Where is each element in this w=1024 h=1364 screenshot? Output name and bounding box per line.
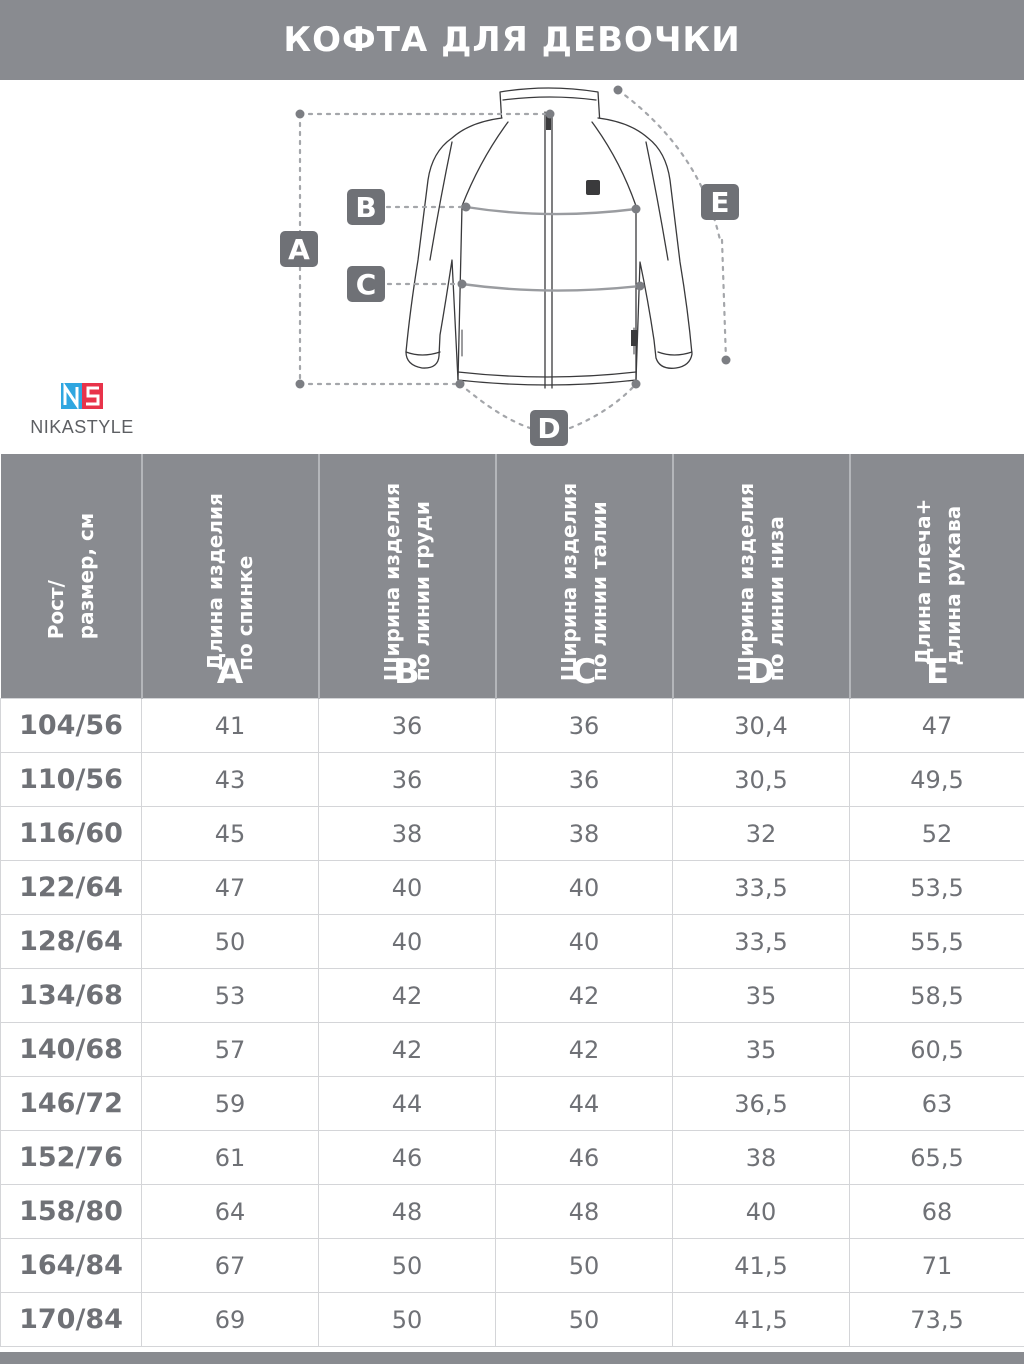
value-cell: 68 — [850, 1185, 1024, 1239]
value-cell: 36 — [496, 753, 673, 807]
brand-logo — [26, 381, 146, 441]
value-cell: 40 — [496, 915, 673, 969]
value-cell: 50 — [496, 1293, 673, 1347]
value-cell: 44 — [319, 1077, 496, 1131]
table-row — [1, 1185, 1024, 1239]
value-cell: 30,4 — [673, 699, 850, 753]
header-b-label: Ширина изделия по линии груди — [380, 482, 434, 682]
brand-name: NIKASTYLE — [30, 417, 134, 437]
value-cell: 69 — [142, 1293, 319, 1347]
marker-a-label: A — [288, 233, 310, 266]
value-cell: 50 — [142, 915, 319, 969]
value-cell: 47 — [850, 699, 1024, 753]
garment-diagram — [0, 80, 1024, 452]
value-cell: 40 — [319, 915, 496, 969]
table-row — [1, 915, 1024, 969]
value-cell: 38 — [496, 807, 673, 861]
header-b-letter: B — [394, 652, 420, 692]
value-cell: 38 — [319, 807, 496, 861]
value-cell: 73,5 — [850, 1293, 1024, 1347]
marker-e-label: E — [710, 186, 730, 219]
header-a-label: Длина изделия по спинке — [203, 493, 257, 671]
marker-b-label: B — [355, 191, 377, 224]
value-cell: 59 — [142, 1077, 319, 1131]
value-cell: 36 — [496, 699, 673, 753]
value-cell: 46 — [319, 1131, 496, 1185]
header-size-label: Рост/ размер, см — [43, 512, 98, 640]
header-d — [673, 454, 850, 699]
table-row — [1, 1023, 1024, 1077]
bottom-bar — [0, 1352, 1024, 1364]
value-cell: 47 — [142, 861, 319, 915]
marker-d-label: D — [537, 412, 561, 445]
value-cell: 32 — [673, 807, 850, 861]
value-cell: 33,5 — [673, 915, 850, 969]
value-cell: 58,5 — [850, 969, 1024, 1023]
value-cell: 55,5 — [850, 915, 1024, 969]
size-cell: 146/72 — [1, 1077, 142, 1131]
size-cell: 152/76 — [1, 1131, 142, 1185]
header-d-letter: D — [746, 652, 776, 692]
value-cell: 64 — [142, 1185, 319, 1239]
marker-c — [347, 266, 385, 302]
value-cell: 41,5 — [673, 1239, 850, 1293]
value-cell: 40 — [319, 861, 496, 915]
value-cell: 33,5 — [673, 861, 850, 915]
value-cell: 35 — [673, 1023, 850, 1077]
size-cell: 122/64 — [1, 861, 142, 915]
value-cell: 49,5 — [850, 753, 1024, 807]
value-cell: 42 — [319, 969, 496, 1023]
value-cell: 53 — [142, 969, 319, 1023]
value-cell: 46 — [496, 1131, 673, 1185]
value-cell: 65,5 — [850, 1131, 1024, 1185]
header-c-label: Ширина изделия по линии талии — [557, 482, 611, 682]
header-a — [142, 454, 319, 699]
size-cell: 170/84 — [1, 1293, 142, 1347]
table-row — [1, 753, 1024, 807]
value-cell: 44 — [496, 1077, 673, 1131]
value-cell: 40 — [673, 1185, 850, 1239]
value-cell: 36 — [319, 699, 496, 753]
jacket-sketch — [0, 80, 1024, 452]
value-cell: 71 — [850, 1239, 1024, 1293]
value-cell: 52 — [850, 807, 1024, 861]
header-d-label: Ширина изделия по линии низа — [734, 482, 788, 682]
value-cell: 60,5 — [850, 1023, 1024, 1077]
value-cell: 41 — [142, 699, 319, 753]
size-cell: 116/60 — [1, 807, 142, 861]
table-row — [1, 807, 1024, 861]
header-c — [496, 454, 673, 699]
value-cell: 48 — [319, 1185, 496, 1239]
table-row — [1, 1131, 1024, 1185]
value-cell: 42 — [496, 1023, 673, 1077]
marker-a — [280, 231, 318, 267]
value-cell: 67 — [142, 1239, 319, 1293]
value-cell: 57 — [142, 1023, 319, 1077]
value-cell: 50 — [319, 1293, 496, 1347]
header-c-letter: C — [571, 652, 597, 692]
table-header-row — [1, 454, 1024, 699]
marker-e — [701, 184, 739, 220]
value-cell: 61 — [142, 1131, 319, 1185]
size-cell: 110/56 — [1, 753, 142, 807]
header-a-letter: A — [216, 652, 244, 692]
size-cell: 104/56 — [1, 699, 142, 753]
page-title: КОФТА ДЛЯ ДЕВОЧКИ — [283, 20, 741, 60]
value-cell: 36,5 — [673, 1077, 850, 1131]
table-row — [1, 1239, 1024, 1293]
table-row — [1, 1077, 1024, 1131]
ns-logo-icon — [61, 383, 105, 413]
header-size — [1, 454, 142, 699]
value-cell: 50 — [319, 1239, 496, 1293]
table-row — [1, 861, 1024, 915]
value-cell: 35 — [673, 969, 850, 1023]
header-e-label: Длина плеча+ длина рукава — [910, 498, 965, 666]
header-e — [850, 454, 1024, 699]
value-cell: 41,5 — [673, 1293, 850, 1347]
value-cell: 42 — [319, 1023, 496, 1077]
size-cell: 158/80 — [1, 1185, 142, 1239]
value-cell: 30,5 — [673, 753, 850, 807]
value-cell: 50 — [496, 1239, 673, 1293]
header-e-letter: E — [925, 652, 950, 692]
marker-b — [347, 189, 385, 225]
size-cell: 164/84 — [1, 1239, 142, 1293]
value-cell: 40 — [496, 861, 673, 915]
value-cell: 36 — [319, 753, 496, 807]
title-bar — [0, 0, 1024, 80]
size-cell: 134/68 — [1, 969, 142, 1023]
value-cell: 45 — [142, 807, 319, 861]
table-row — [1, 1293, 1024, 1347]
value-cell: 43 — [142, 753, 319, 807]
value-cell: 63 — [850, 1077, 1024, 1131]
value-cell: 48 — [496, 1185, 673, 1239]
table-row — [1, 969, 1024, 1023]
value-cell: 53,5 — [850, 861, 1024, 915]
size-cell: 140/68 — [1, 1023, 142, 1077]
marker-d — [530, 410, 568, 446]
value-cell: 42 — [496, 969, 673, 1023]
marker-c-label: C — [355, 268, 377, 301]
size-table — [0, 454, 1024, 1347]
table-row — [1, 699, 1024, 753]
value-cell: 38 — [673, 1131, 850, 1185]
size-cell: 128/64 — [1, 915, 142, 969]
header-b — [319, 454, 496, 699]
